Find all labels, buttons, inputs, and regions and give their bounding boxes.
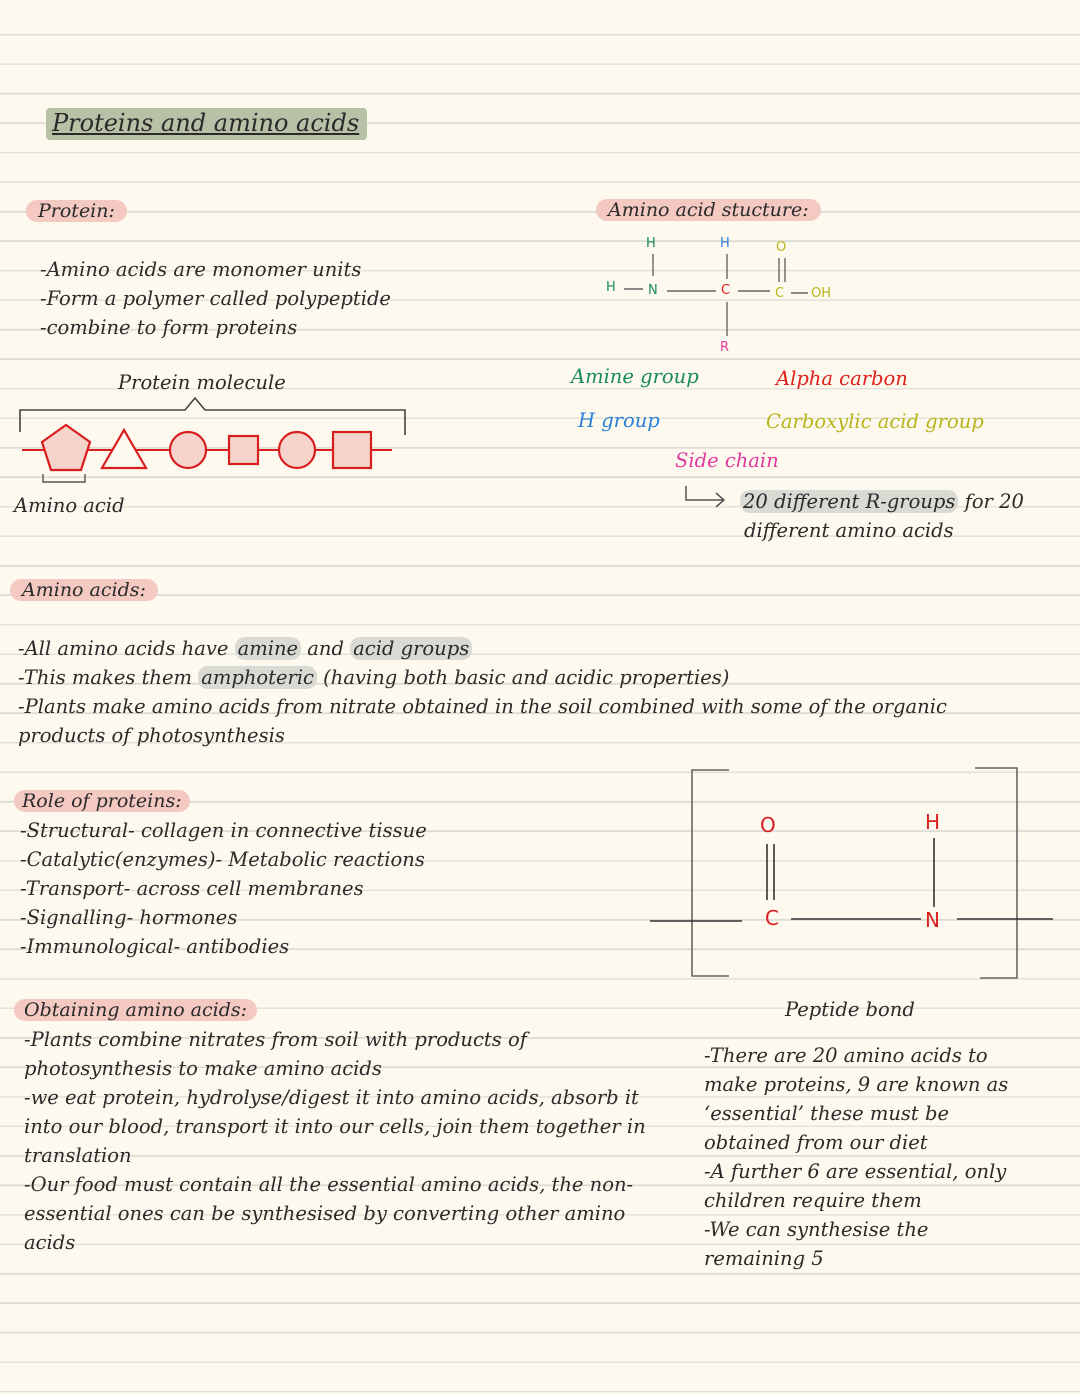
peptide-bond-label: Peptide bond <box>785 998 915 1021</box>
amino-acids-heading: Amino acids: <box>10 577 158 603</box>
role-item: -Catalytic(enzymes)- Metabolic reactions <box>20 848 425 871</box>
atom-oh: OH <box>811 286 832 301</box>
role-item: -Transport- across cell membranes <box>20 877 364 900</box>
protein-point: -combine to form proteins <box>40 316 298 339</box>
atom-n: N <box>648 283 658 298</box>
protein-point: -Form a polymer called polypeptide <box>40 287 391 310</box>
legend-side-chain: Side chain <box>675 449 779 472</box>
obtaining-line: acids <box>24 1231 76 1254</box>
atom-n: N <box>925 908 940 932</box>
atom-o: O <box>776 240 787 255</box>
essential-line: -A further 6 are essential, only <box>704 1160 1007 1183</box>
amino-acids-line: -All amino acids have amine and acid groups <box>18 634 472 663</box>
protein-heading: Protein: <box>26 198 127 224</box>
obtaining-line: essential ones can be synthesised by converting other amino <box>24 1202 626 1225</box>
atom-h: H <box>646 236 656 251</box>
atom-h: H <box>606 280 616 295</box>
amino-acid-label: Amino acid <box>14 494 125 517</box>
obtaining-line: -Plants combine nitrates from soil with products of <box>24 1028 527 1051</box>
essential-line: -There are 20 amino acids to <box>704 1044 988 1067</box>
essential-line: make proteins, 9 are known as <box>704 1073 1009 1096</box>
legend-carboxylic-acid-group: Carboxylic acid group <box>766 410 984 433</box>
protein-point: -Amino acids are monomer units <box>40 258 362 281</box>
amino-acids-line: -This makes them amphoteric (having both basic and acidic properties) <box>18 666 730 689</box>
roles-heading: Role of proteins: <box>14 788 190 814</box>
role-item: -Immunological- antibodies <box>20 935 290 958</box>
protein-molecule-label: Protein molecule <box>118 371 286 394</box>
amino-acids-line: products of photosynthesis <box>18 724 285 747</box>
obtaining-heading: Obtaining amino acids: <box>14 997 257 1023</box>
legend-h-group: H group <box>578 409 660 432</box>
r-groups-note: 20 different R-groups for 20 <box>740 487 1024 516</box>
legend-alpha-carbon: Alpha carbon <box>776 367 908 390</box>
obtaining-line: -Our food must contain all the essential amino acids, the non- <box>24 1173 634 1196</box>
essential-line: -We can synthesise the <box>704 1218 929 1241</box>
role-item: -Structural- collagen in connective tissue <box>20 819 427 842</box>
bracket-left <box>692 770 729 976</box>
obtaining-line: -we eat protein, hydrolyse/digest it into amino acids, absorb it <box>24 1086 639 1109</box>
obtaining-line: translation <box>24 1144 132 1167</box>
r-groups-note-2: different amino acids <box>744 519 954 542</box>
role-item: -Signalling- hormones <box>20 906 238 929</box>
bracket-right <box>975 768 1017 978</box>
atom-c-acid: C <box>775 286 785 301</box>
atom-r: R <box>720 340 730 355</box>
essential-line: remaining 5 <box>704 1247 824 1270</box>
atom-h: H <box>925 810 941 834</box>
atom-c-alpha: C <box>721 283 731 298</box>
atom-c: C <box>765 906 779 930</box>
atom-h: H <box>720 236 730 251</box>
essential-line: children require them <box>704 1189 922 1212</box>
amino-acids-line: -Plants make amino acids from nitrate obtained in the soil combined with some of the organic <box>18 695 947 718</box>
obtaining-line: into our blood, transport it into our cells, join them together in <box>24 1115 646 1138</box>
legend-amine-group: Amine group <box>571 365 699 388</box>
essential-line: ‘essential’ these must be <box>704 1102 949 1125</box>
page-title: Proteins and amino acids <box>46 108 367 140</box>
atom-o: O <box>760 813 776 837</box>
obtaining-line: photosynthesis to make amino acids <box>24 1057 382 1080</box>
essential-line: obtained from our diet <box>704 1131 928 1154</box>
structure-heading: Amino acid stucture: <box>596 197 821 223</box>
